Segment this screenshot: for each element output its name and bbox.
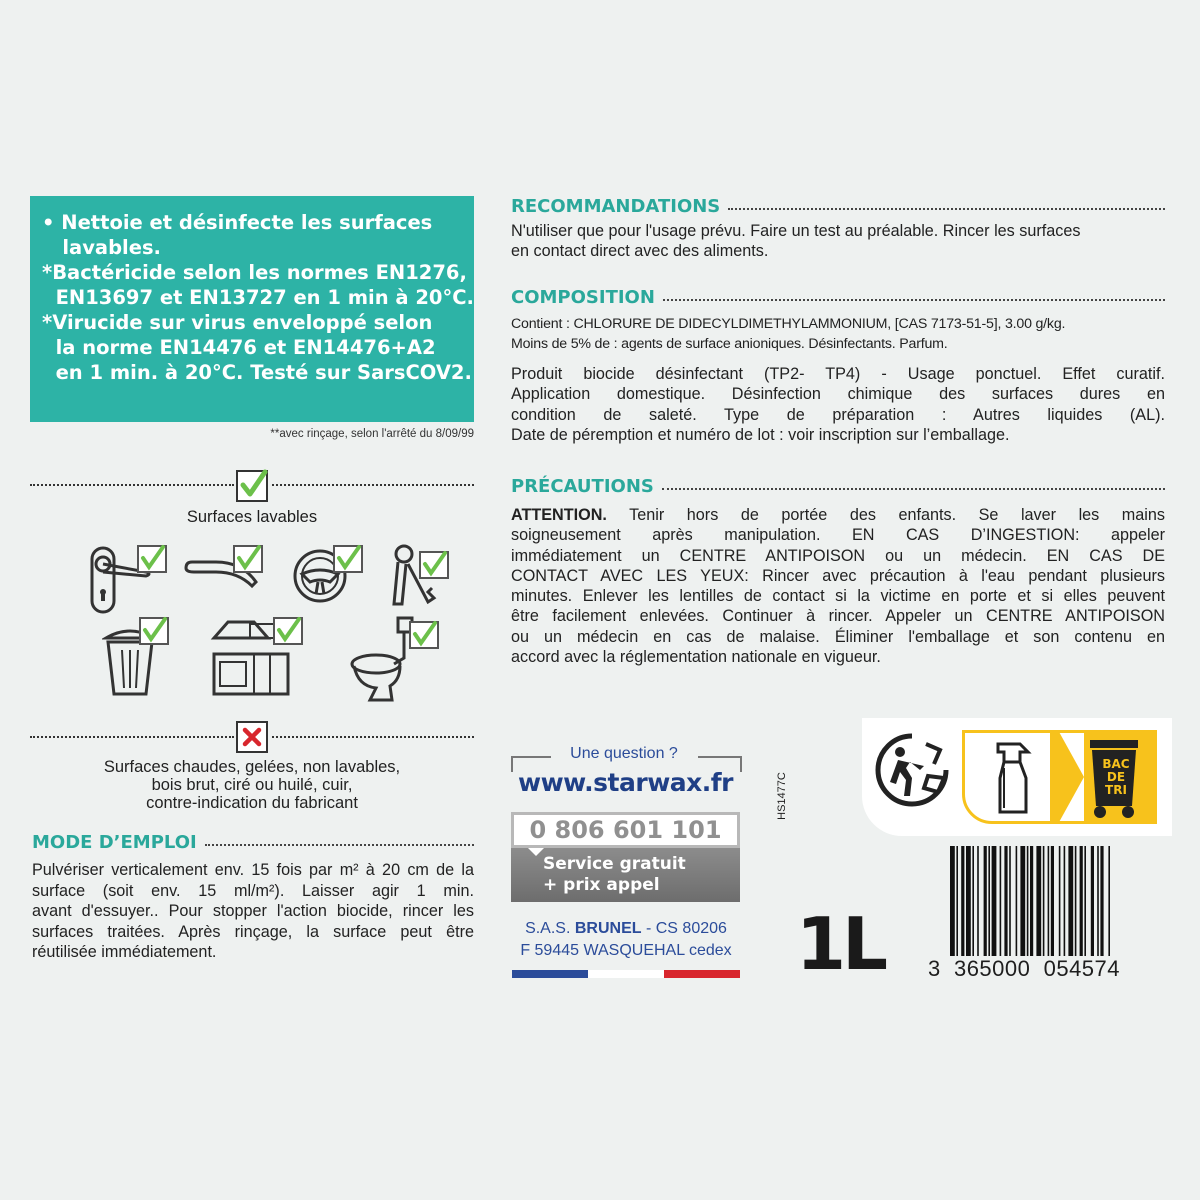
- bin-label-line: BAC: [1102, 757, 1130, 771]
- surfaces-ok-label: Surfaces lavables: [186, 508, 318, 526]
- text-line: surface (soit env. 15 ml/m²). Laisser agir 1 min.: [32, 881, 474, 900]
- barcode-bar: [966, 846, 971, 956]
- claims-box: [30, 196, 474, 422]
- claim-line: *Bactéricide selon les normes EN1276,: [42, 261, 467, 284]
- steering-wheel-icon: [290, 542, 370, 604]
- claim-line: lavables.: [42, 236, 161, 259]
- text-line: avant d'essuyer.. Pour stopper l'action biocide, rincer les: [32, 902, 474, 920]
- text-line: Date de péremption et numéro de lot : voir inscription sur l’emballage.: [511, 425, 1010, 444]
- barcode-bar: [1004, 846, 1007, 956]
- text-line: accord avec la réglementation nationale en vigueur.: [511, 648, 881, 667]
- barcode-bar: [1080, 846, 1083, 956]
- surfaces-ko-line: bois brut, ciré ou huilé, cuir,: [151, 776, 353, 794]
- company-suffix: - CS 80206: [641, 920, 727, 937]
- claim-line: la norme EN14476 et EN14476+A2: [42, 336, 436, 359]
- reference-code: HS1477C: [776, 772, 788, 820]
- text-line: immédiatement un CENTRE ANTIPOISON ou un médecin. EN CAS DE: [511, 546, 1165, 565]
- bin-label-line: TRI: [1105, 783, 1127, 797]
- claim-line: *Virucide sur virus enveloppé selon: [42, 311, 433, 334]
- text-line: Moins de 5% de : agents de surface anioniques. Désinfectants. Parfum.: [511, 335, 948, 352]
- barcode-bar: [1108, 846, 1110, 956]
- mode-emploi-title: MODE D’EMPLOI: [32, 832, 197, 853]
- toilet-icon: [346, 614, 442, 704]
- service-line: + prix appel: [543, 875, 660, 895]
- mode-emploi-text: [32, 860, 474, 963]
- barcode-number: 3 365000 054574: [928, 956, 1121, 981]
- barcode-bar: [950, 846, 955, 956]
- recommandations-text: [511, 221, 1165, 262]
- barcode-bar: [1027, 846, 1029, 956]
- barcode-bar: [1000, 846, 1002, 956]
- trash-bin-icon: [102, 614, 172, 698]
- text-line: en contact direct avec des aliments.: [511, 242, 769, 261]
- volume-label: 1L: [796, 902, 884, 986]
- text-line: ou un médecin en cas de malaise. Éliminer l'emballage et son contenu en: [511, 627, 1165, 646]
- composition-text-b: [511, 364, 1165, 445]
- barcode-bar: [988, 846, 990, 956]
- text-line: N'utiliser que pour l'usage prévu. Faire un test au préalable. Rincer les surfaces: [511, 222, 1081, 240]
- text-line: Pulvériser verticalement env. 15 fois par m² à 20 cm de la: [32, 861, 474, 879]
- barcode-bar: [984, 846, 987, 956]
- claim-line: EN13697 et EN13727 en 1 min à 20°C.: [42, 286, 474, 309]
- surfaces-ko-text: [30, 758, 474, 812]
- composition-heading: [511, 287, 1165, 308]
- composition-text-a: [511, 315, 1171, 354]
- barcode-bar: [1075, 846, 1077, 956]
- flag-stripe-red: [664, 970, 740, 978]
- claims-footnote: **avec rinçage, selon l'arrêté du 8/09/99: [270, 428, 474, 440]
- kitchen-icon: [210, 614, 306, 698]
- text-line: condition de saleté. Type de préparation : Autres liquides (AL).: [511, 405, 1165, 424]
- text-line: Contient : CHLORURE DE DIDECYLDIMETHYLAMMONIUM, [CAS 7173-51-5], 3.00 g/kg.: [511, 316, 1066, 332]
- barcode-bar: [1036, 846, 1041, 956]
- company-address: [506, 918, 746, 962]
- barcode-bar: [972, 846, 974, 956]
- cross-icon: [236, 720, 270, 759]
- mode-emploi-heading: [32, 832, 474, 853]
- composition-title: COMPOSITION: [511, 287, 655, 308]
- barcode-bar: [977, 846, 979, 956]
- banner-notch: [528, 848, 544, 856]
- barcode: [948, 846, 1160, 956]
- frame-line: [511, 756, 551, 758]
- barcode-bar: [1059, 846, 1061, 956]
- divider: [30, 484, 234, 486]
- door-handle-icon: [86, 542, 170, 616]
- barcode-bar: [961, 846, 964, 956]
- text-line: surfaces traitées. Après rinçage, la surface peut être: [32, 922, 474, 941]
- service-line: Service gratuit: [543, 854, 686, 874]
- checkmark-icon: [236, 468, 270, 507]
- precautions-text: [511, 505, 1165, 667]
- attention-label: ATTENTION.: [511, 506, 607, 524]
- website-link[interactable]: www.starwax.fr: [517, 768, 733, 797]
- divider: [272, 484, 474, 486]
- divider: [272, 736, 474, 738]
- phone-number[interactable]: 0 806 601 101: [511, 812, 740, 848]
- barcode-bar: [992, 846, 997, 956]
- barcode-bar: [1100, 846, 1103, 956]
- barcode-bar: [1068, 846, 1073, 956]
- barcode-bar: [1048, 846, 1050, 956]
- text-span: Tenir hors de portée des enfants. Se laver les mains: [606, 506, 1165, 524]
- barcode-bar: [1016, 846, 1018, 956]
- text-line: être facilement enlevées. Continuer à rincer. Appeler un CENTRE ANTIPOISON: [511, 607, 1165, 626]
- divider: [30, 736, 234, 738]
- recommandations-title: RECOMMANDATIONS: [511, 196, 721, 217]
- bin-label: [1090, 758, 1142, 797]
- claim-line: • Nettoie et désinfecte les surfaces: [42, 211, 433, 234]
- flag-stripe-blue: [512, 970, 588, 978]
- text-line: minutes. Enlever les lentilles de contact si la victime en porte et si elles peuvent: [511, 587, 1165, 606]
- surfaces-ko-line: contre-indication du fabricant: [146, 794, 358, 812]
- spray-bottle-icon: [990, 738, 1036, 818]
- arrow-chevron-icon: [1050, 730, 1086, 824]
- barcode-bar: [1064, 846, 1066, 956]
- tap-icon: [182, 542, 268, 594]
- barcode-bar: [1009, 846, 1011, 956]
- text-line: Application domestique. Désinfection chimique des surfaces dures en: [511, 385, 1165, 404]
- recommandations-heading: [511, 196, 1165, 217]
- keys-icon: [388, 542, 454, 612]
- company-line: [506, 918, 746, 940]
- barcode-bar: [1097, 846, 1099, 956]
- text-line: soigneusement après manipulation. EN CAS D’INGESTION: appeler: [511, 526, 1165, 545]
- precautions-title: PRÉCAUTIONS: [511, 476, 654, 497]
- text-line: [511, 505, 1165, 525]
- text-line: CONTACT AVEC LES YEUX: Rincer avec précaution à l'eau pendant plusieurs: [511, 566, 1165, 585]
- company-name: BRUNEL: [574, 920, 642, 937]
- address-line: F 59445 WASQUEHAL cedex: [520, 942, 732, 959]
- text-line: réutilisée immédiatement.: [32, 943, 217, 961]
- company-prefix: S.A.S.: [525, 920, 575, 937]
- barcode-bar: [1030, 846, 1033, 956]
- barcode-bar: [1084, 846, 1086, 956]
- barcode-bar: [1043, 846, 1045, 956]
- service-banner: [511, 848, 740, 902]
- precautions-heading: [511, 476, 1165, 497]
- text-line: Produit biocide désinfectant (TP2- TP4) - Usage ponctuel. Effet curatif.: [511, 365, 1165, 383]
- claim-line: en 1 min. à 20°C. Testé sur SarsCOV2.: [42, 361, 472, 384]
- barcode-bar: [1020, 846, 1025, 956]
- question-label: Une question ?: [570, 745, 678, 762]
- flag-stripe-white: [588, 970, 664, 978]
- bin-label-line: DE: [1106, 770, 1126, 784]
- barcode-bar: [956, 846, 958, 956]
- triman-icon: [872, 730, 952, 810]
- barcode-bar: [1091, 846, 1094, 956]
- barcode-bar: [1051, 846, 1054, 956]
- surfaces-ko-line: Surfaces chaudes, gelées, non lavables,: [103, 758, 401, 776]
